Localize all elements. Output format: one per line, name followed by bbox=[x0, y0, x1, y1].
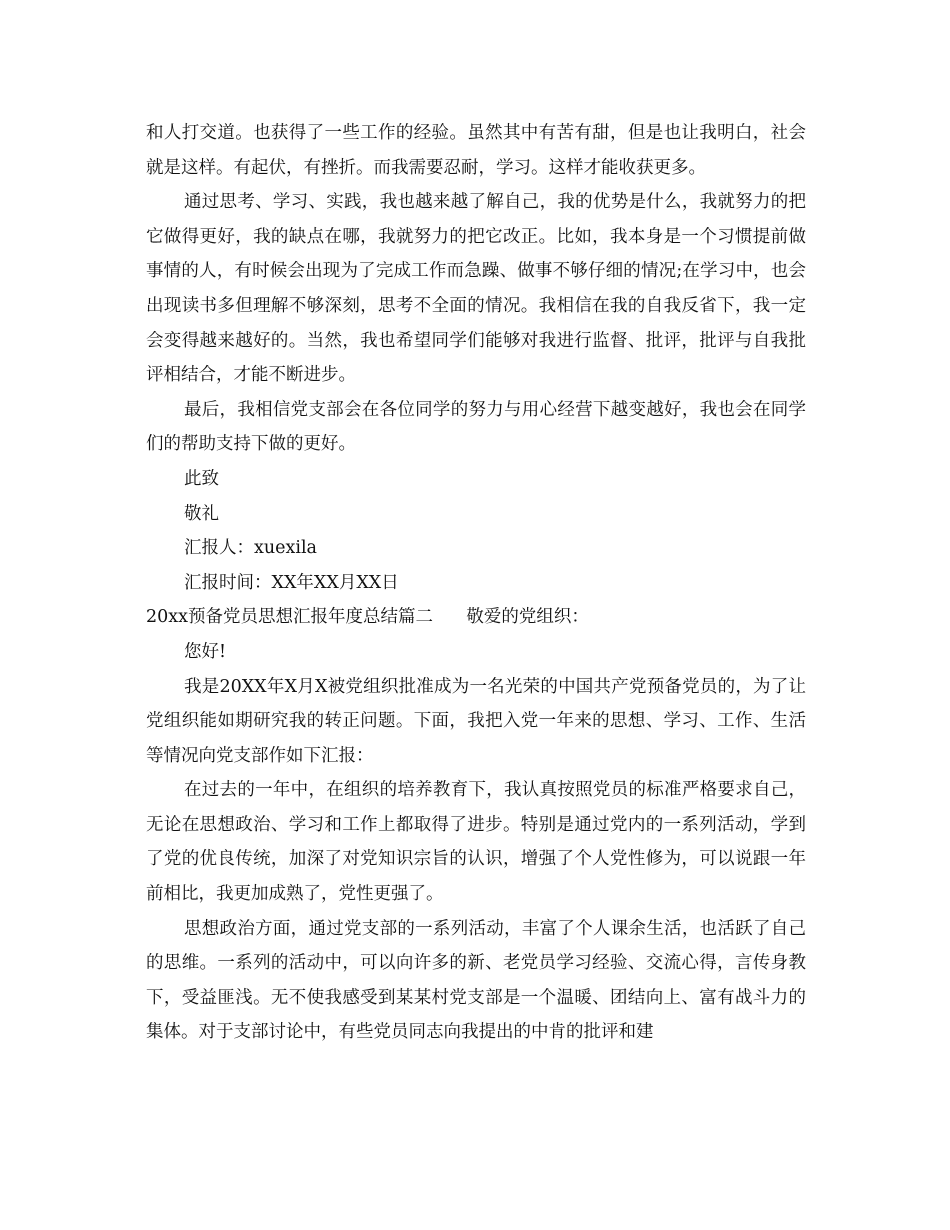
paragraph-12: 思想政治方面，通过党支部的一系列活动，丰富了个人课余生活，也活跃了自己的思维。一系列的活动中，可以向许多的新、老党员学习经验、交流心得，言传身教下，受益匪浅。无不使我感受到某某村党支部是一个温暖、团结向上、富有战斗力的集体。对于支部讨论中，有些党员同志向我提出的中肯的批评和建 bbox=[146, 918, 806, 1043]
paragraph-1: 和人打交道。也获得了一些工作的经验。虽然其中有苦有甜，但是也让我明白，社会就是这样。有起伏，有挫折。而我需要忍耐，学习。这样才能收获更多。 bbox=[146, 123, 806, 178]
paragraph-11: 在过去的一年中，在组织的培养教育下，我认真按照党员的标准严格要求自己，无论在思想政治、学习和工作上都取得了进步。特别是通过党内的一系列活动，学到了党的优良传统，加深了对党知识宗旨的认识，增强了个人党性修为，可以说跟一年前相比，我更加成熟了，党性更强了。 bbox=[146, 780, 806, 905]
section-heading: 20xx预备党员思想汇报年度总结篇二 敬爱的党组织： bbox=[146, 607, 589, 628]
greeting: 您好! bbox=[184, 641, 227, 662]
paragraph-10: 我是20XX年X月X被党组织批准成为一名光荣的中国共产党预备党员的，为了让党组织能如期研究我的转正问题。下面，我把入党一年来的思想、学习、工作、生活等情况向党支部作如下汇报： bbox=[146, 676, 806, 766]
reporter-line: 汇报人：xuexila bbox=[184, 538, 317, 559]
document-body bbox=[146, 116, 806, 1050]
paragraph-2: 通过思考、学习、实践，我也越来越了解自己，我的优势是什么，我就努力的把它做得更好，我的缺点在哪，我就努力的把它改正。比如，我本身是一个习惯提前做事情的人，有时候会出现为了完成工作而急躁、做事不够仔细的情况;在学习中，也会出现读书多但理解不够深刻，思考不全面的情况。我相信在我的自我反省下，我一定会变得越来越好的。当然，我也希望同学们能够对我进行监督、批评，批评与自我批评相结合，才能不断进步。 bbox=[146, 192, 806, 386]
closing-salutation: 此致 bbox=[184, 468, 219, 489]
paragraph-3: 最后，我相信党支部会在各位同学的努力与用心经营下越变越好，我也会在同学们的帮助支持下做的更好。 bbox=[146, 399, 806, 455]
report-date-line: 汇报时间：XX年XX月XX日 bbox=[184, 572, 399, 593]
closing-regards: 敬礼 bbox=[184, 503, 219, 524]
